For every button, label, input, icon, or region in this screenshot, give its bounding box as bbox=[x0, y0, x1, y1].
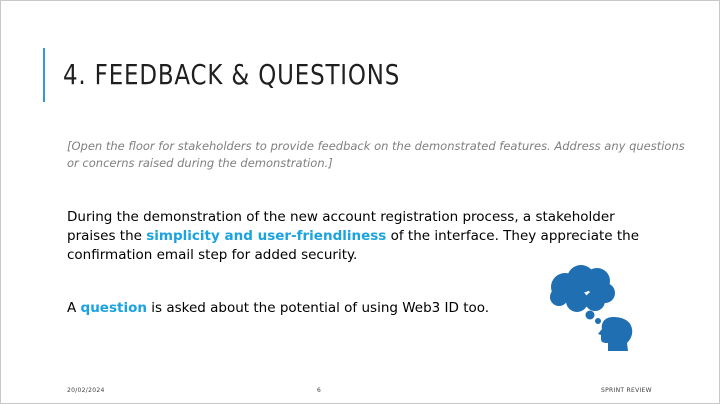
instruction-text: [Open the floor for stakeholders to provide feedback on the demonstrated features. Address any questions or concerns raised during the demonstration.] bbox=[67, 139, 685, 170]
feedback-paragraph bbox=[67, 208, 647, 265]
question-text-start: A bbox=[67, 300, 81, 316]
question-highlight: question bbox=[80, 300, 147, 316]
feedback-text-end: of the interface. They appreciate the confirmation email step for added security. bbox=[67, 228, 640, 263]
feedback-text-start: During the demonstration of the new account registration process, a stakeholder praises the bbox=[67, 209, 615, 244]
question-text-end: is asked about the potential of using Web3 ID too. bbox=[146, 300, 490, 316]
footer-date: 20/02/2024 bbox=[67, 387, 105, 394]
title-accent-bar bbox=[43, 48, 45, 102]
slide-title: 4. FEEDBACK & QUESTIONS bbox=[63, 58, 401, 91]
thinking-person-icon bbox=[541, 263, 637, 355]
footer-page-number: 6 bbox=[317, 387, 322, 394]
footer-presentation-title: SPRINT REVIEW bbox=[601, 387, 652, 394]
feedback-highlight: simplicity and user-friendliness bbox=[146, 228, 387, 244]
